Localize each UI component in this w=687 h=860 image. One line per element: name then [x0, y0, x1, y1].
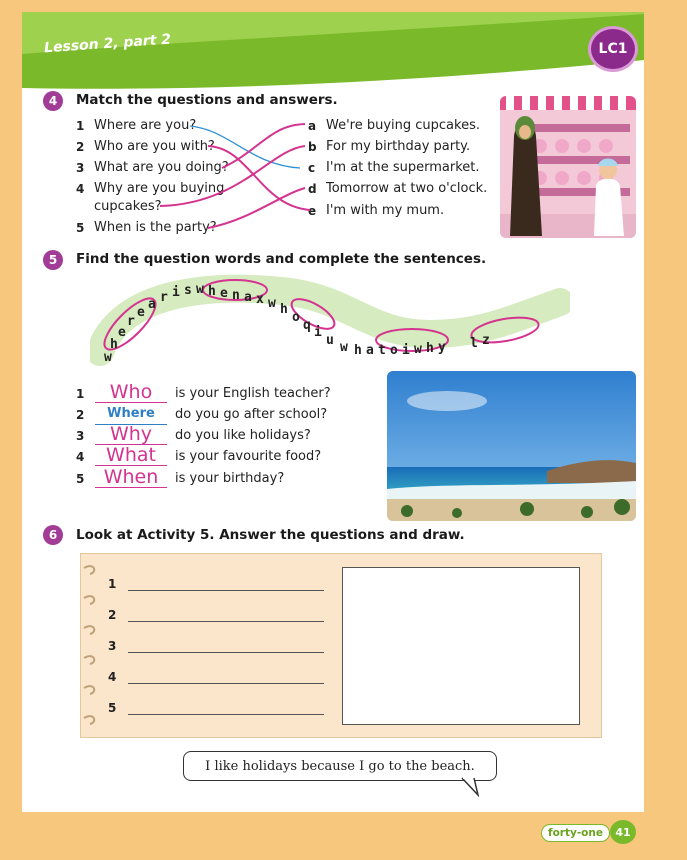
- answer-text: I'm at the supermarket.: [326, 160, 480, 175]
- answer-line[interactable]: [128, 590, 324, 591]
- sentence-answer: What: [95, 445, 167, 466]
- sentence-text: is your English teacher?: [175, 386, 331, 401]
- line-number: 2: [108, 608, 117, 622]
- snake-letter: q: [303, 318, 311, 333]
- snake-letter: w: [104, 350, 112, 365]
- page-word: forty-one: [541, 824, 610, 842]
- sentence-answer: Who: [95, 382, 167, 403]
- snake-letter: a: [148, 297, 156, 312]
- sentence-number: 4: [76, 450, 85, 464]
- lesson-title: Lesson 2, part 2: [43, 31, 172, 57]
- snake-letter: u: [326, 333, 334, 348]
- word-snake: [90, 272, 570, 372]
- snake-letter: e: [118, 325, 126, 340]
- snake-letter: i: [314, 325, 322, 340]
- snake-letter: i: [402, 343, 410, 358]
- snake-letter: l: [470, 336, 478, 351]
- snake-letter: t: [378, 343, 386, 358]
- answer-letter: d: [308, 182, 317, 196]
- cupcake-shop-illustration: [500, 96, 636, 238]
- exercise-number: 6: [43, 525, 63, 545]
- snake-letter: h: [426, 341, 434, 356]
- question-text: Where are you?: [94, 118, 197, 133]
- answer-text: Tomorrow at two o'clock.: [326, 181, 488, 196]
- sentence-text: do you like holidays?: [175, 428, 311, 443]
- snake-letter: i: [172, 285, 180, 300]
- snake-letter: w: [414, 342, 422, 357]
- answer-text: We're buying cupcakes.: [326, 118, 480, 133]
- line-number: 5: [108, 701, 117, 715]
- exercise-title: Look at Activity 5. Answer the questions and draw.: [76, 527, 465, 543]
- snake-letter: h: [354, 343, 362, 358]
- question-text: Why are you buying: [94, 181, 225, 196]
- question-text: When is the party?: [94, 220, 217, 235]
- snake-letter: n: [232, 288, 240, 303]
- line-number: 4: [108, 670, 117, 684]
- sentence-number: 5: [76, 472, 85, 486]
- sentence-number: 2: [76, 408, 85, 422]
- sentence-answer: When: [95, 467, 167, 488]
- question-text: What are you doing?: [94, 160, 229, 175]
- drawing-box[interactable]: [342, 567, 580, 725]
- exercise-title: Find the question words and complete the sentences.: [76, 251, 487, 267]
- answer-letter: e: [308, 204, 317, 218]
- snake-letter: o: [292, 310, 300, 325]
- snake-letter: r: [127, 314, 135, 329]
- question-number: 3: [76, 161, 85, 175]
- snake-letter: h: [110, 337, 118, 352]
- question-number: 1: [76, 119, 85, 133]
- question-text: Who are you with?: [94, 139, 215, 154]
- snake-letter: s: [184, 283, 192, 298]
- snake-letter: z: [482, 333, 490, 348]
- lesson-badge: LC1: [588, 26, 638, 72]
- snake-letter: e: [220, 286, 228, 301]
- snake-letter: w: [340, 340, 348, 355]
- answer-text: For my birthday party.: [326, 139, 471, 154]
- page-number: 41: [610, 820, 636, 844]
- sentence-answer: Where: [95, 404, 167, 425]
- sentence-number: 1: [76, 387, 85, 401]
- snake-letter: h: [280, 302, 288, 317]
- answer-text: I'm with my mum.: [326, 203, 445, 218]
- sentence-text: do you go after school?: [175, 407, 328, 422]
- spiral-binding: [82, 560, 104, 730]
- answer-letter: c: [308, 161, 316, 175]
- answer-letter: b: [308, 140, 317, 154]
- exercise-title: Match the questions and answers.: [76, 92, 338, 108]
- sentence-number: 3: [76, 429, 85, 443]
- line-number: 1: [108, 577, 117, 591]
- snake-letter: x: [256, 292, 264, 307]
- line-number: 3: [108, 639, 117, 653]
- snake-letter: w: [196, 282, 204, 297]
- question-text-cont: cupcakes?: [94, 199, 162, 214]
- sentence-text: is your birthday?: [175, 471, 285, 486]
- answer-line[interactable]: [128, 652, 324, 653]
- question-number: 4: [76, 182, 85, 196]
- answer-line[interactable]: [128, 714, 324, 715]
- snake-letter: a: [366, 343, 374, 358]
- snake-letter: y: [438, 340, 446, 355]
- answer-line[interactable]: [128, 621, 324, 622]
- answer-letter: a: [308, 119, 317, 133]
- question-number: 2: [76, 140, 85, 154]
- sentence-answer: Why: [95, 424, 167, 445]
- speech-bubble-tail: [460, 777, 484, 797]
- beach-photo: [387, 371, 636, 521]
- exercise-number: 5: [43, 250, 63, 270]
- exercise-number: 4: [43, 91, 63, 111]
- snake-letter: w: [268, 296, 276, 311]
- snake-letter: r: [160, 290, 168, 305]
- speech-bubble: I like holidays because I go to the beach.: [183, 751, 497, 781]
- answer-line[interactable]: [128, 683, 324, 684]
- snake-letter: o: [390, 343, 398, 358]
- snake-letter: e: [137, 305, 145, 320]
- question-number: 5: [76, 221, 85, 235]
- sentence-text: is your favourite food?: [175, 449, 322, 464]
- snake-letter: a: [244, 290, 252, 305]
- snake-letter: h: [208, 284, 216, 299]
